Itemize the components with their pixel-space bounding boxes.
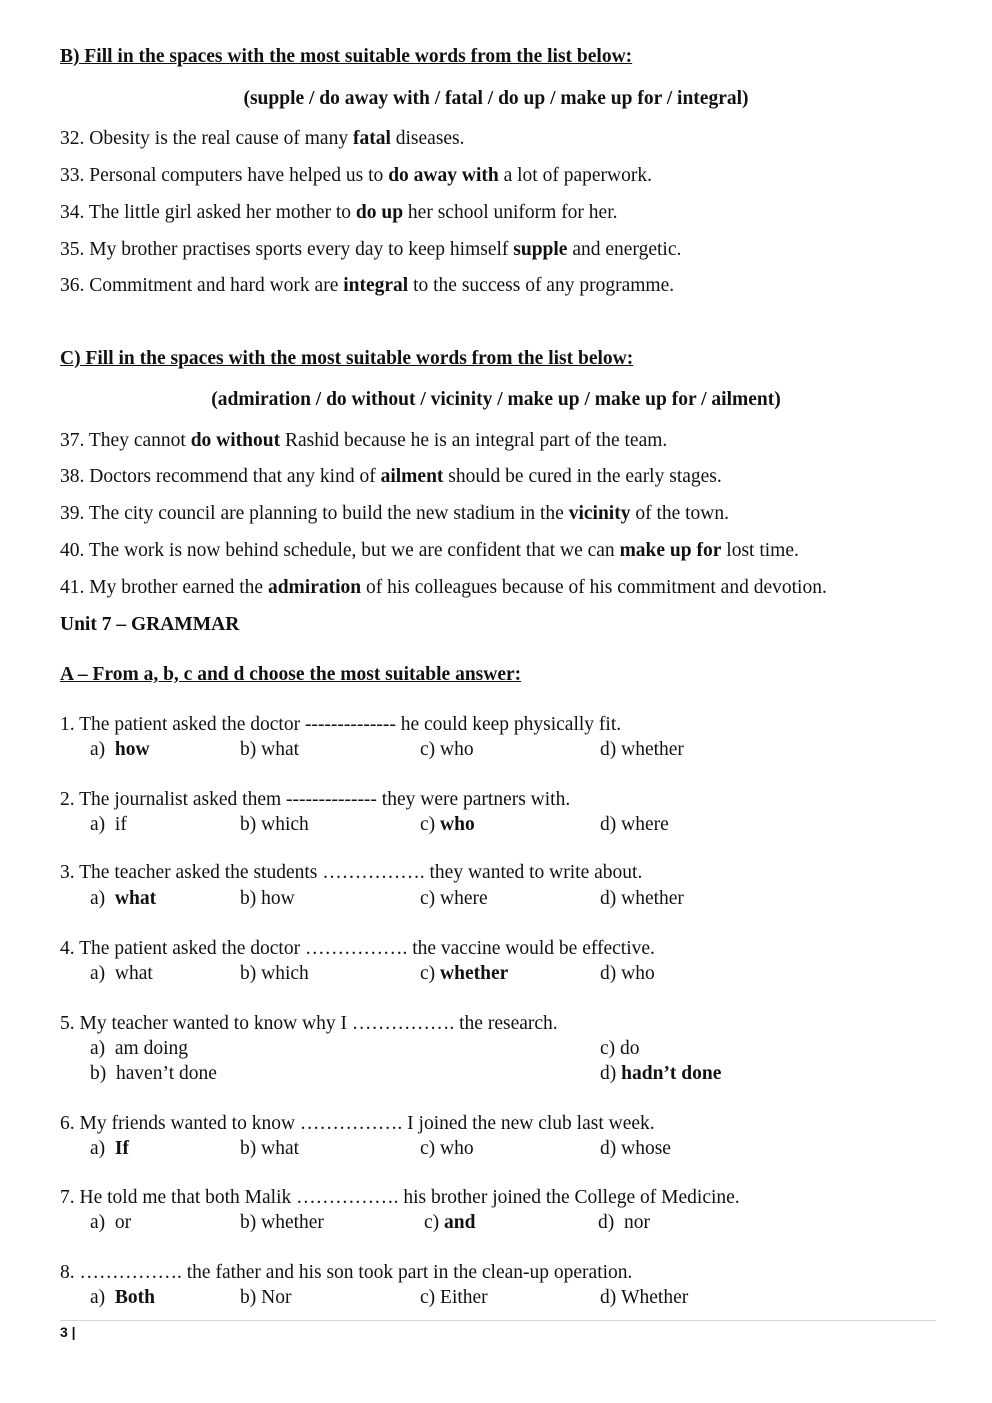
option-d: d) whose bbox=[600, 1138, 671, 1159]
list-item: 32. Obesity is the real cause of many fatal diseases. bbox=[60, 128, 465, 149]
option-b: b) which bbox=[240, 814, 309, 835]
option-d: d) where bbox=[600, 814, 669, 835]
list-item: 41. My brother earned the admiration of his colleagues because of his commitment and devotion. bbox=[60, 577, 827, 598]
option-a: a) what bbox=[90, 963, 153, 984]
section-c-word-list: (admiration / do without / vicinity / make up / make up for / ailment) bbox=[211, 389, 781, 410]
option-a: a) am doing bbox=[90, 1038, 189, 1059]
option-a: a) how bbox=[90, 739, 150, 760]
answer-word: admiration bbox=[267, 577, 362, 598]
answer-word: do up bbox=[355, 202, 404, 223]
option-d: d) Whether bbox=[600, 1287, 689, 1308]
question-text: 2. The journalist asked them -------------- they were partners with. bbox=[60, 789, 571, 810]
page-number: 3 | bbox=[60, 1324, 76, 1340]
option-d: d) whether bbox=[600, 739, 684, 760]
answer-word: integral bbox=[343, 275, 409, 296]
answer-word: ailment bbox=[380, 466, 444, 487]
question-text: 5. My teacher wanted to know why I ……………. the research. bbox=[60, 1013, 558, 1034]
unit-title: Unit 7 – GRAMMAR bbox=[60, 614, 240, 635]
option-c: c) who bbox=[420, 814, 475, 835]
option-b: b) how bbox=[240, 888, 295, 909]
option-a: a) If bbox=[90, 1138, 129, 1159]
list-item: 36. Commitment and hard work are integral to the success of any programme. bbox=[60, 275, 675, 296]
option-a: a) what bbox=[90, 888, 157, 909]
answer-word: make up for bbox=[619, 540, 722, 561]
question-text: 7. He told me that both Malik ……………. his brother joined the College of Medicine. bbox=[60, 1187, 740, 1208]
list-item: 35. My brother practises sports every day to keep himself supple and energetic. bbox=[60, 239, 682, 260]
question-text: 8. ……………. the father and his son took part in the clean-up operation. bbox=[60, 1262, 633, 1283]
option-c: c) who bbox=[420, 1138, 474, 1159]
option-d: d) whether bbox=[600, 888, 684, 909]
section-b-word-list: (supple / do away with / fatal / do up / make up for / integral) bbox=[243, 88, 749, 109]
option-c: c) Either bbox=[420, 1287, 488, 1308]
option-b: b) which bbox=[240, 963, 309, 984]
question-text: 1. The patient asked the doctor -------------- he could keep physically fit. bbox=[60, 714, 622, 735]
answer-word: do without bbox=[190, 430, 281, 451]
list-item: 40. The work is now behind schedule, but we are confident that we can make up for lost time. bbox=[60, 540, 799, 561]
option-c: c) who bbox=[420, 739, 474, 760]
answer-word: vicinity bbox=[568, 503, 631, 524]
footer-divider bbox=[60, 1320, 936, 1321]
list-item: 38. Doctors recommend that any kind of ailment should be cured in the early stages. bbox=[60, 466, 722, 487]
option-c: c) do bbox=[600, 1038, 640, 1059]
option-b: b) what bbox=[240, 739, 300, 760]
option-c: c) whether bbox=[420, 963, 509, 984]
option-c: c) where bbox=[420, 888, 488, 909]
option-d: d) who bbox=[600, 963, 655, 984]
option-a: a) Both bbox=[90, 1287, 156, 1308]
answer-word: supple bbox=[513, 239, 568, 260]
list-item: 34. The little girl asked her mother to do up her school uniform for her. bbox=[60, 202, 618, 223]
section-a-heading: A – From a, b, c and d choose the most suitable answer: bbox=[60, 664, 522, 685]
section-c-heading: C) Fill in the spaces with the most suitable words from the list below: bbox=[60, 348, 634, 369]
option-d: d) nor bbox=[598, 1212, 650, 1233]
answer-word: do away with bbox=[388, 165, 499, 186]
option-c: c) and bbox=[424, 1212, 476, 1233]
option-b: b) whether bbox=[240, 1212, 324, 1233]
list-item: 39. The city council are planning to build the new stadium in the vicinity of the town. bbox=[60, 503, 730, 524]
option-a: a) if bbox=[90, 814, 127, 835]
option-a: a) or bbox=[90, 1212, 132, 1233]
question-text: 4. The patient asked the doctor ……………. the vaccine would be effective. bbox=[60, 938, 655, 959]
list-item: 33. Personal computers have helped us to do away with a lot of paperwork. bbox=[60, 165, 652, 186]
question-text: 6. My friends wanted to know ……………. I joined the new club last week. bbox=[60, 1113, 655, 1134]
option-d: d) hadn’t done bbox=[600, 1063, 722, 1084]
question-text: 3. The teacher asked the students ……………. they wanted to write about. bbox=[60, 862, 643, 883]
option-b: b) what bbox=[240, 1138, 300, 1159]
option-b: b) haven’t done bbox=[90, 1063, 217, 1084]
list-item: 37. They cannot do without Rashid because he is an integral part of the team. bbox=[60, 430, 668, 451]
option-b: b) Nor bbox=[240, 1287, 292, 1308]
answer-word: fatal bbox=[352, 128, 391, 149]
section-b-heading: B) Fill in the spaces with the most suitable words from the list below: bbox=[60, 46, 633, 67]
